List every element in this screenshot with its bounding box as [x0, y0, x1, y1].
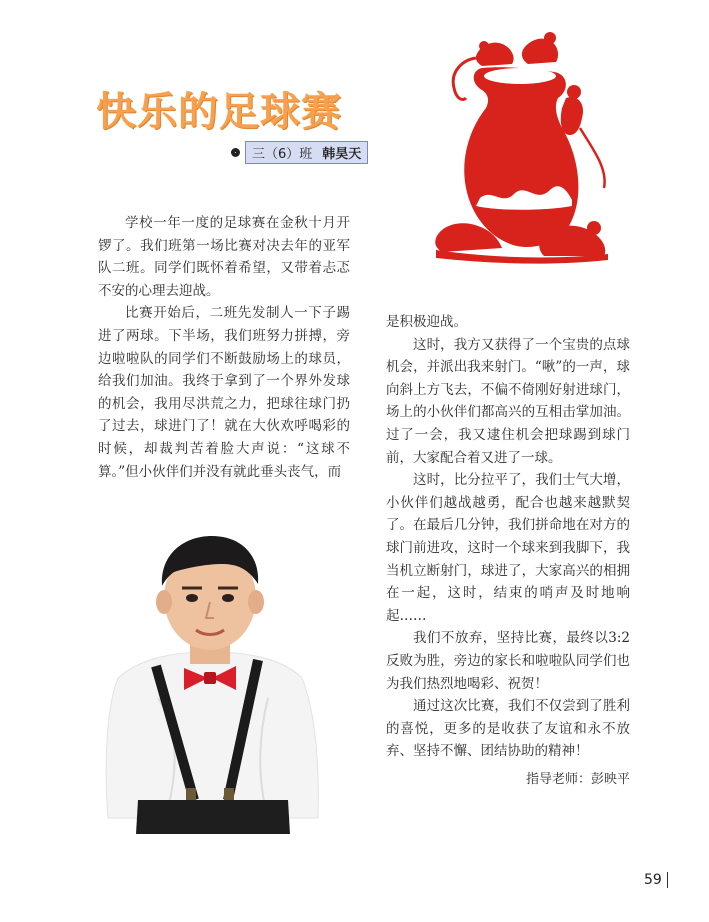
article-title: 快乐的足球赛 [96, 89, 342, 135]
paragraph: 这时，比分拉平了，我们士气大增，小伙伴们越战越勇，配合也越来越默契了。在最后几分钟，我们拼命地在对方的球门前进攻，这时一个球来到我脚下，我当机立断射门，球进了，大家高兴的相拥在一起，这时，结束的哨声及时地响起…… [386, 472, 630, 624]
page-number: 59 [644, 872, 668, 888]
papercut-vase-mice-illustration [432, 28, 622, 268]
bullet-icon [231, 148, 240, 157]
paragraph: 学校一年一度的足球赛在金秋十月开锣了。我们班第一场比赛对决去年的亚军队二班。同学们既怀着希望，又带着忐忑不安的心理去迎战。 [98, 215, 350, 299]
paragraph-continuation: 是积极迎战。 [386, 314, 467, 330]
paragraph: 比赛开始后，二班先发制人一下子踢进了两球。下半场，我们班努力拼搏，旁边啦啦队的同学们不断鼓励场上的球员，给我们加油。我终于拿到了一个界外发球的机会，我用尽洪荒之力，把球往球门扔了过去，球进门了！就在大伙欢呼喝彩的时候，却裁判苦着脸大声说：“这球不算。”但小伙伴们并没有就此垂头丧气，而 [98, 305, 350, 480]
paragraph: 通过这次比赛，我们不仅尝到了胜利的喜悦，更多的是收获了友谊和永不放弃、坚持不懈、团结协助的精神！ [386, 698, 630, 760]
teacher-credit: 指导老师：彭映平 [525, 771, 630, 787]
left-column [98, 212, 350, 483]
byline [231, 141, 368, 164]
byline-box [245, 141, 368, 164]
author-name: 韩昊天 [322, 147, 362, 162]
right-column [386, 311, 630, 791]
boy-photo [98, 528, 324, 834]
paragraph: 我们不放弃，坚持比赛，最终以3:2反败为胜，旁边的家长和啦啦队同学们也为我们热烈地喝彩、祝贺！ [386, 630, 630, 692]
class-label: 三（6）班 [252, 147, 313, 162]
paragraph: 这时，我方又获得了一个宝贵的点球机会，并派出我来射门。“啾”的一声，球向斜上方飞去，不偏不倚刚好射进球门，场上的小伙伴们都高兴的互相击掌加油。过了一会，我又逮住机会把球踢到球门前，大家配合着又进了一球。 [386, 336, 630, 466]
